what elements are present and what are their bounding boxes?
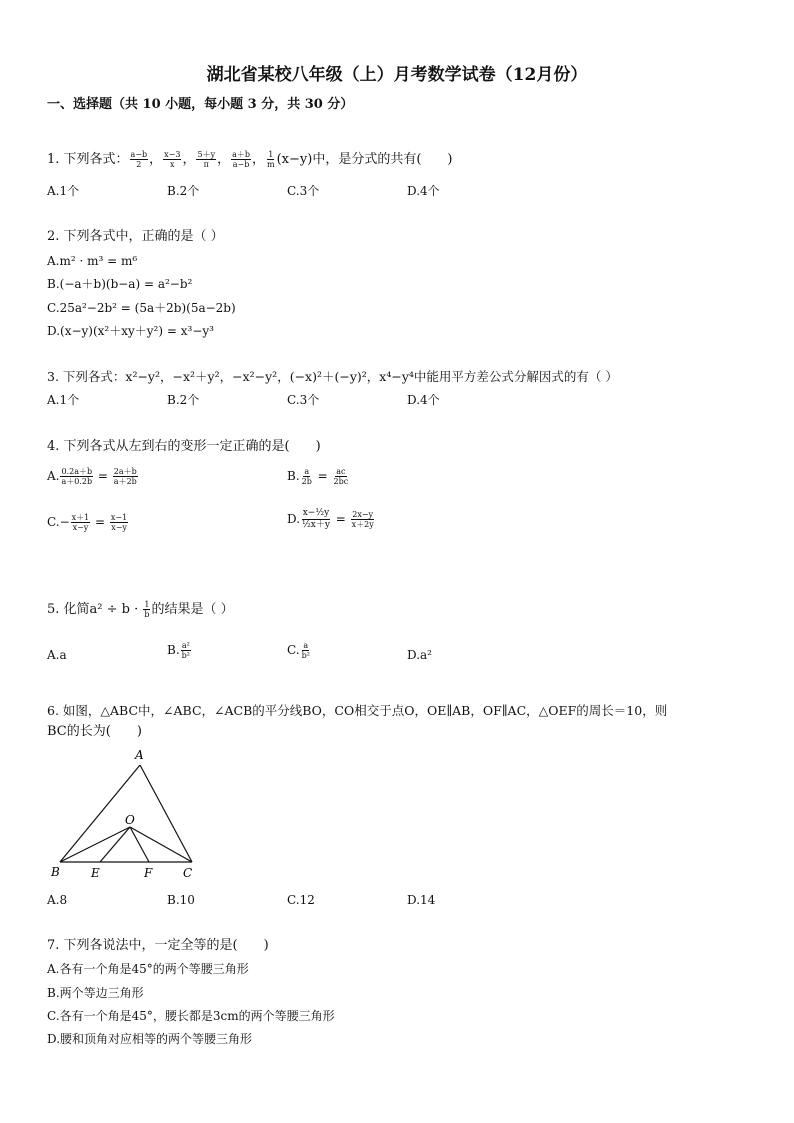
q3-choice-a: A.1个 — [47, 393, 80, 407]
q6-choice-d: D.14 — [407, 893, 436, 907]
question-4-stem: 4. 下列各式从左到右的变形一定正确的是( ) — [47, 439, 321, 454]
label-e: E — [91, 866, 100, 880]
triangle-figure — [45, 745, 210, 885]
q1-frac-2: $\frac{x-3}{x}$ — [164, 150, 181, 169]
q1-frac-1: $\frac{a-b}{2}$ — [130, 150, 148, 169]
q7-choice-d: D.腰和顶角对应相等的两个等腰三角形 — [47, 1032, 253, 1046]
q1-choice-c: C.3个 — [287, 184, 320, 198]
label-f: F — [144, 866, 153, 880]
q2-choice-b: B.(−a＋b)(b−a) = a²−b² — [47, 277, 193, 291]
label-a: A — [135, 748, 144, 762]
q1-tail: (x−y)中，是分式的共有( ) — [276, 152, 453, 167]
q4-choice-b: B. $\frac{a}{2b}$ = $\frac{ac}{2bc}$ — [287, 467, 349, 486]
q1-choice-a: A.1个 — [47, 184, 80, 198]
q1-choice-b: B.2个 — [167, 184, 200, 198]
q6-choice-b: B.10 — [167, 893, 195, 907]
question-5-stem: 5. 化简a² ÷ b · $\frac{1}{b}$ 的结果是（ ） — [47, 600, 234, 619]
question-6-line-2: BC的长为( ) — [47, 724, 142, 739]
question-2-stem: 2. 下列各式中，正确的是（ ） — [47, 229, 224, 244]
q5-choice-c: C. $\frac{a}{\text{b²}}$ — [287, 641, 310, 660]
label-o: O — [125, 813, 135, 827]
question-6-line-1: 6. 如图，△ABC中，∠ABC，∠ACB的平分线BO，CO相交于点O，OE∥AB，OF∥AC，△OEF的周长＝10，则 — [47, 703, 668, 718]
label-b: B — [51, 865, 60, 879]
q1-frac-5: $\frac{1}{m}$ — [267, 150, 275, 169]
q5-choice-a: A.a — [47, 648, 67, 662]
q1-prefix: 1. 下列各式： — [47, 152, 129, 167]
q4-choice-a: A. $\frac{0.2a+b}{a+0.2b}$ = $\frac{2a+b}{a+2b}$ — [47, 467, 137, 486]
question-7-stem: 7. 下列各说法中，一定全等的是( ) — [47, 938, 269, 953]
q5-choice-b: B. $\frac{\text{a²}}{\text{b²}}$ — [167, 641, 190, 660]
question-3-stem: 3. 下列各式：x²−y²，−x²＋y²，−x²−y²，(−x)²＋(−y)²，x⁴−y⁴中能用平方差公式分解因式的有（ ） — [47, 369, 618, 384]
q3-choice-b: B.2个 — [167, 393, 200, 407]
segment-bo — [60, 827, 130, 862]
q4-choice-d: D. $\frac{\text{x−½y}}{\text{½x＋y}}$ = $\frac{2x-y}{x+2y}$ — [287, 508, 374, 530]
q7-choice-a: A.各有一个角是45°的两个等腰三角形 — [47, 962, 249, 976]
q7-choice-c: C.各有一个角是45°，腰长都是3cm的两个等腰三角形 — [47, 1009, 335, 1023]
q2-choice-a: A.m² · m³ = m⁶ — [47, 254, 138, 268]
q1-frac-4: $\frac{a+b}{a-b}$ — [232, 150, 250, 169]
q6-choice-c: C.12 — [287, 893, 315, 907]
q4-choice-c: C.− $\frac{x+1}{x-y}$ = $\frac{x-1}{x-y}$ — [47, 513, 128, 532]
q3-choice-d: D.4个 — [407, 393, 440, 407]
label-c: C — [183, 866, 193, 880]
q6-choice-a: A.8 — [47, 893, 68, 907]
segment-oe — [100, 827, 130, 862]
q7-choice-b: B.两个等边三角形 — [47, 986, 144, 1000]
q1-choice-d: D.4个 — [407, 184, 440, 198]
q2-choice-d: D.(x−y)(x²＋xy＋y²) = x³−y³ — [47, 324, 214, 338]
q5-choice-d: D.a² — [407, 648, 432, 662]
question-1-stem: 1. 下列各式： $\frac{a-b}{2}$ ， $\frac{x-3}{x}$ ， $\frac{5+y}{\pi}$ ， $\frac{a+b}{a-b}$ ， $\frac{1}{m}$ (x−y)中，是分式的共有( ) — [47, 150, 453, 169]
q1-frac-3: $\frac{5+y}{\pi}$ — [197, 150, 216, 169]
q3-choice-c: C.3个 — [287, 393, 320, 407]
q2-choice-c: C.25a²−2b² = (5a＋2b)(5a−2b) — [47, 301, 236, 315]
page-title: 湖北省某校八年级（上）月考数学试卷（12月份） — [206, 65, 588, 85]
section-heading: 一、选择题（共 10 小题，每小题 3 分，共 30 分） — [47, 97, 354, 112]
